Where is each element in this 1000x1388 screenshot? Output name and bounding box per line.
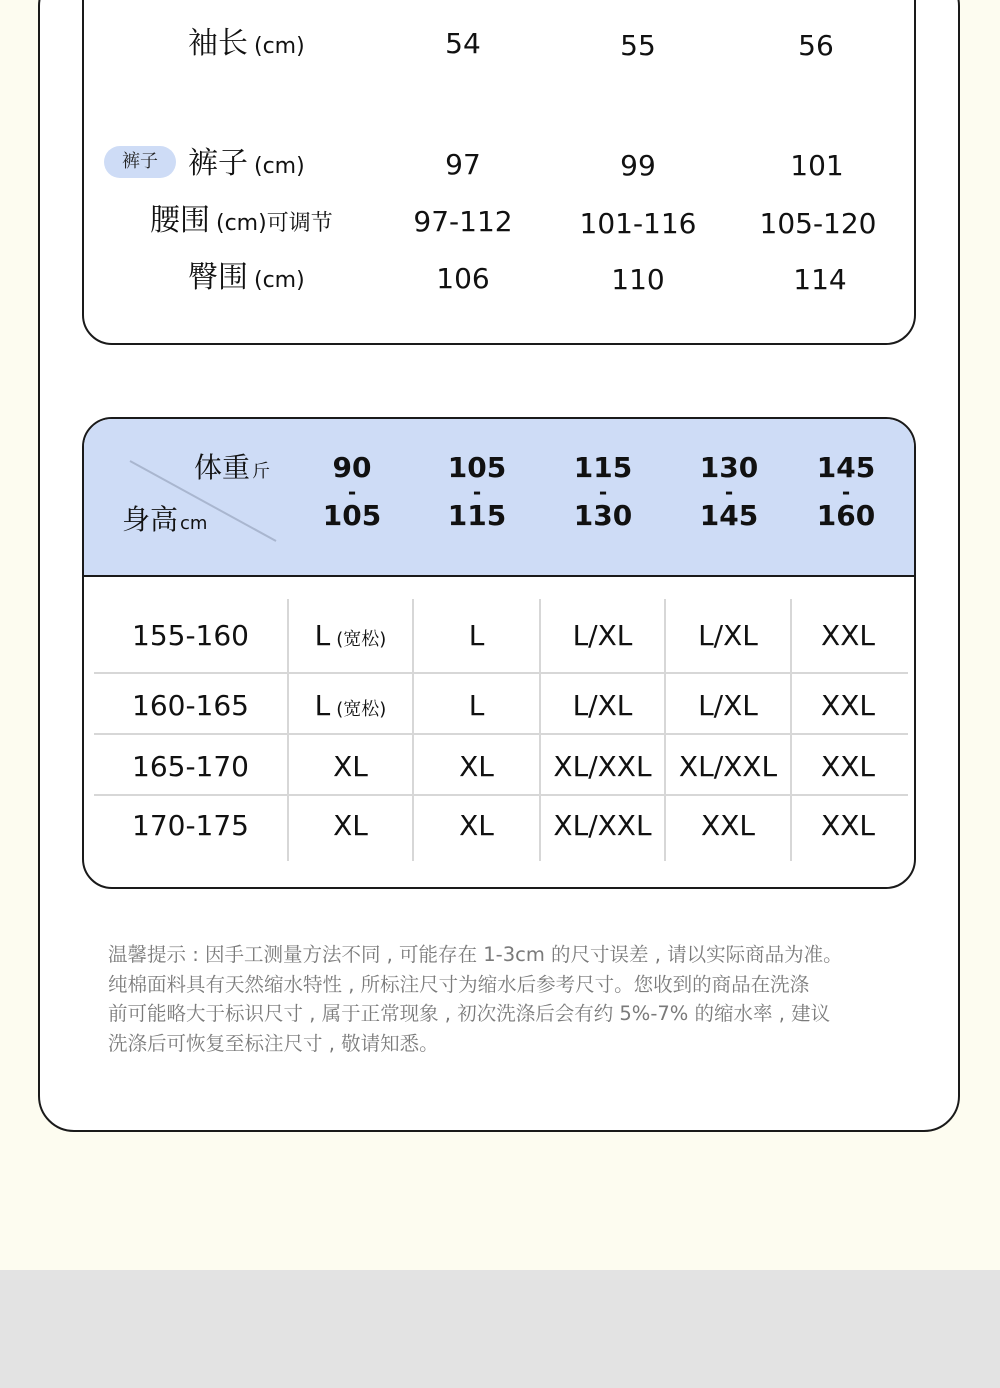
hip-unit: (cm) bbox=[254, 268, 305, 293]
hip-label-text: 臀围 bbox=[188, 260, 248, 295]
waist-value-2: 101-116 bbox=[579, 207, 697, 240]
pants-value-1: 97 bbox=[445, 148, 481, 181]
grid-horizontal-line bbox=[94, 672, 908, 674]
weight-to: 160 bbox=[816, 499, 876, 532]
care-notice-line: 洗涤后可恢复至标注尺寸 , 敬请知悉。 bbox=[108, 1031, 439, 1055]
size-cell bbox=[289, 676, 412, 736]
pants-label bbox=[188, 146, 305, 185]
height-label-text: 身高 bbox=[122, 503, 179, 536]
weight-dash: - bbox=[598, 480, 608, 504]
pants-label-text: 裤子 bbox=[188, 146, 248, 181]
size-cell: L/XL bbox=[698, 619, 758, 652]
pants-value-2: 99 bbox=[620, 149, 656, 182]
weight-dash: - bbox=[347, 480, 357, 504]
weight-to: 130 bbox=[573, 499, 633, 532]
size-cell: XXL bbox=[701, 809, 755, 842]
sleeve-value-3: 56 bbox=[798, 29, 834, 62]
sleeve-value-1: 54 bbox=[445, 27, 481, 60]
size-cell-value: L bbox=[314, 689, 331, 722]
care-notice-line: 温馨提示 : 因手工测量方法不同 , 可能存在 1-3cm 的尺寸误差 , 请以实际商品为准。 bbox=[108, 943, 843, 966]
size-cell: XL bbox=[459, 750, 494, 783]
waist-unit: (cm)可调节 bbox=[216, 211, 333, 236]
height-cell: 165-170 bbox=[132, 750, 249, 783]
table-row bbox=[94, 737, 908, 797]
weight-to: 105 bbox=[322, 499, 382, 532]
weight-label-text: 体重 bbox=[194, 451, 251, 484]
pants-value-3: 101 bbox=[790, 149, 844, 182]
weight-from: 115 bbox=[573, 451, 633, 484]
size-cell: XL bbox=[459, 809, 494, 842]
weight-column-header bbox=[548, 451, 658, 532]
size-cell: L bbox=[468, 689, 485, 722]
weight-from: 105 bbox=[447, 451, 507, 484]
size-cell-value: L bbox=[314, 619, 331, 652]
weight-dash: - bbox=[724, 480, 734, 504]
size-cell: XXL bbox=[821, 750, 875, 783]
table-row bbox=[94, 606, 908, 666]
waist-value-3: 105-120 bbox=[759, 207, 877, 240]
size-cell: XXL bbox=[821, 809, 875, 842]
weight-from: 130 bbox=[699, 451, 759, 484]
hip-label bbox=[188, 260, 305, 299]
weight-column-header bbox=[791, 451, 901, 532]
hip-value-3: 114 bbox=[793, 263, 847, 296]
care-notice-line: 前可能略大于标识尺寸 , 属于正常现象 , 初次洗涤后会有约 5%-7% 的缩水率 , 建议 bbox=[108, 1002, 831, 1025]
weight-to: 115 bbox=[447, 499, 507, 532]
weight-from: 145 bbox=[816, 451, 876, 484]
corner-weight-label bbox=[194, 451, 270, 489]
size-cell: XL/XXL bbox=[553, 750, 652, 783]
sleeve-label bbox=[188, 26, 305, 65]
height-cell: 170-175 bbox=[132, 809, 249, 842]
sleeve-label-text: 袖长 bbox=[188, 26, 248, 61]
size-cell: XL/XXL bbox=[553, 809, 652, 842]
height-cell: 155-160 bbox=[132, 619, 249, 652]
table-row bbox=[94, 796, 908, 856]
next-section-strip bbox=[0, 1270, 1000, 1388]
size-cell: XL bbox=[333, 750, 368, 783]
hip-value-2: 110 bbox=[611, 263, 665, 296]
pants-unit: (cm) bbox=[254, 154, 305, 179]
height-unit: cm bbox=[180, 513, 208, 534]
height-cell: 160-165 bbox=[132, 689, 249, 722]
size-chart bbox=[82, 417, 916, 889]
waist-label bbox=[150, 203, 333, 242]
size-cell: L/XL bbox=[698, 689, 758, 722]
sleeve-unit: (cm) bbox=[254, 34, 305, 59]
size-cell: L/XL bbox=[572, 619, 633, 652]
size-cell: L/XL bbox=[572, 689, 633, 722]
weight-dash: - bbox=[472, 480, 482, 504]
size-cell: XXL bbox=[821, 689, 875, 722]
size-chart-header bbox=[84, 419, 914, 577]
weight-column-header bbox=[674, 451, 784, 532]
weight-column-header bbox=[422, 451, 532, 532]
size-cell: L bbox=[468, 619, 485, 652]
weight-to: 145 bbox=[699, 499, 759, 532]
size-cell: XXL bbox=[821, 619, 875, 652]
care-notice bbox=[108, 940, 908, 1058]
weight-dash: - bbox=[841, 480, 851, 504]
size-cell: XL bbox=[333, 809, 368, 842]
corner-height-label bbox=[122, 503, 207, 541]
sleeve-value-2: 55 bbox=[620, 29, 656, 62]
table-row bbox=[94, 676, 908, 736]
weight-column-header bbox=[297, 451, 407, 532]
waist-value-1: 97-112 bbox=[413, 205, 513, 238]
pants-section-tag: 裤子 bbox=[104, 146, 176, 178]
waist-label-text: 腰围 bbox=[150, 203, 210, 238]
size-cell: XL/XXL bbox=[678, 750, 778, 783]
size-cell bbox=[289, 606, 412, 666]
size-cell-note: (宽松) bbox=[336, 699, 387, 720]
weight-from: 90 bbox=[332, 451, 372, 484]
care-notice-line: 纯棉面料具有天然缩水特性 , 所标注尺寸为缩水后参考尺寸。您收到的商品在洗涤 bbox=[108, 972, 810, 996]
size-cell-note: (宽松) bbox=[336, 629, 387, 650]
weight-unit: 斤 bbox=[252, 461, 271, 482]
hip-value-1: 106 bbox=[436, 262, 490, 295]
